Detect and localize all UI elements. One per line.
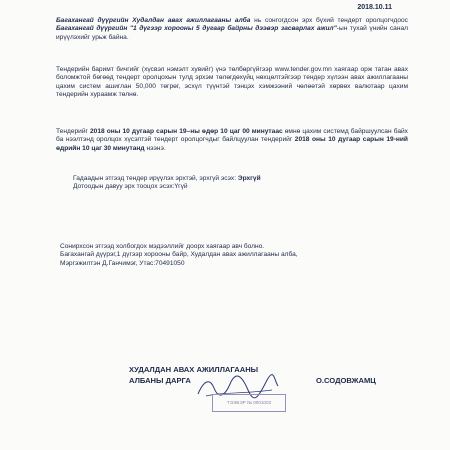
submission-deadline: 2018 оны 10 дугаар сарын 19–ны өдөр 10 цаг 00 минутаас xyxy=(90,128,283,135)
opening-time: 2018 оны 10 дугаар сарын 19-ний өдрийн 10 цаг 30 минутанд xyxy=(56,136,408,152)
signature-block xyxy=(129,364,376,386)
project-name: Багахангай дүүргийн "1 дүгээр хорооны 5 дугаар байрны дээвэр засварлах ажил" xyxy=(56,25,337,33)
signatory-name: О.СОДОВЖАМЦ xyxy=(316,376,376,385)
foreign-eligibility-label: Гадаадын этгээд тендер ирүүлэх эрхтэй, эрхгүй эсэх: xyxy=(73,175,238,182)
contact-paragraph xyxy=(60,243,390,268)
deadline-text-1: Тендерийг xyxy=(56,128,91,135)
invitation-text-2: -ын тухай үнийн санал ирүүлэхийг урьж байна. xyxy=(56,25,408,41)
signatory-title-line-1: ХУДАЛДАН АВАХ АЖИЛЛАГААНЫ xyxy=(129,365,259,374)
tender-documents-paragraph: Тендерийн баримт бичгийг (хүсвэл нэмэлт хувийг) үнэ төлбөргүйгээр www.tender.gov.mn хаягаар орж татан авах боломжтой бөгөөд тендерт оролцохын тулд эрхэм төлөгдөхүйц нөхцөлтэйгээр тендер хүлээн авах ажиллагааны цахим систем ашиглан 50,000 төгрөг, эсхүл түүнтэй тэнцэх хэмжээний чөлөөтэй хөрвөх валютаар цахим тендерийн хураамж төлнө. xyxy=(56,66,408,99)
deadline-text-3: нээнэ. xyxy=(144,144,166,152)
deadline-paragraph xyxy=(56,128,408,153)
invitation-text-1: нь сонгогдсон эрх бүхий тендерт оролцогчдоос xyxy=(250,17,408,24)
document-date: 2018.10.11 xyxy=(357,4,392,11)
deadline-text-2: өмнө цахим системд байршуулсан байх ба нээлтэнд оролцох хүсэлтэй тендерт оролцогчдыг байлцуулан тендерийг xyxy=(56,128,408,144)
foreign-eligibility-value: Эрхгүй xyxy=(237,175,261,182)
invitation-paragraph xyxy=(56,17,408,42)
contact-line-1: Сонирхсон этгээд холбогдох мэдээллийг доорх хаягаар авч болно. xyxy=(60,243,265,250)
contact-line-3: Мэргэжилтэн Д.Ганчимэг, Утас:70491050 xyxy=(60,259,185,267)
official-stamp: ТЭЭВЭР № 0001003 xyxy=(212,394,286,412)
domestic-preference-line: Дотоодын давуу эрх тооцох эсэх:Үгүй xyxy=(73,183,188,191)
signatory-title-line-2: АЛБАНЫ ДАРГА xyxy=(129,376,191,385)
contact-line-2: Багахангай дүүрэг,1 дүгээр хорооны байр, Худалдан авах ажиллагааны алба, xyxy=(60,251,298,259)
eligibility-paragraph xyxy=(73,175,403,192)
organization-name: Багахангай дүүргийн Худалдан авах ажиллагааны алба xyxy=(56,17,251,24)
